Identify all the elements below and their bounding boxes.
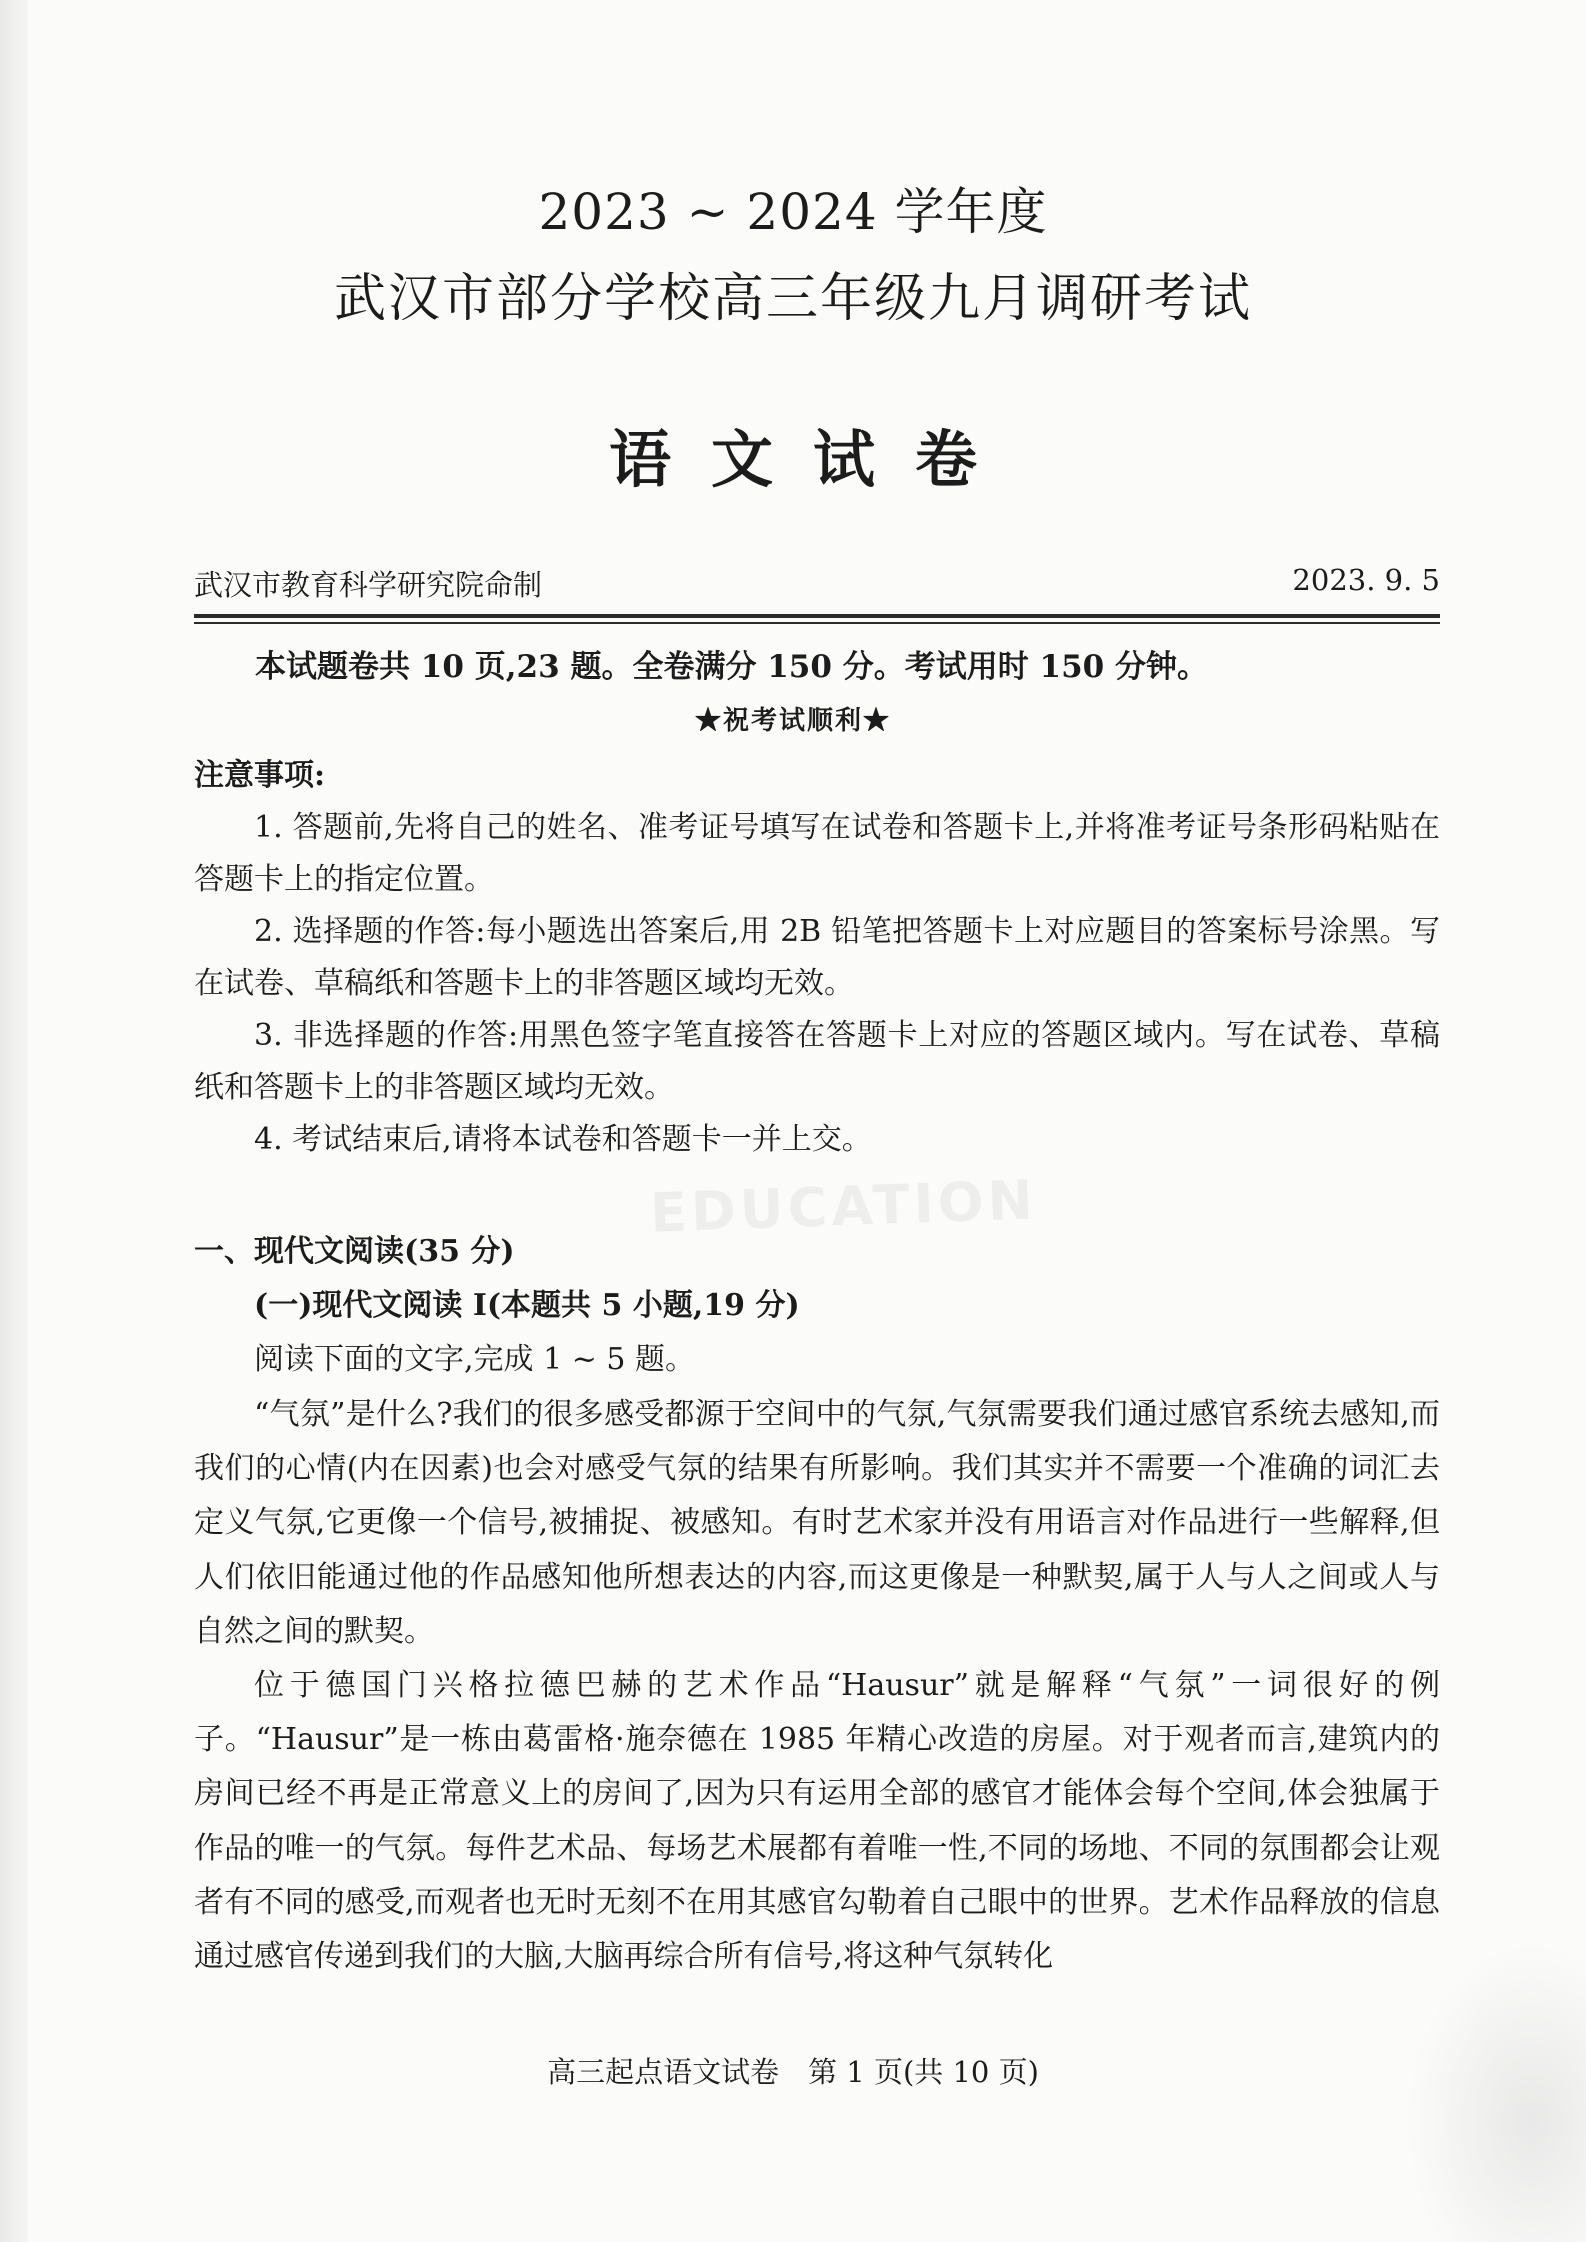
reading-instruction	[194, 1334, 1440, 1386]
notice-item: 1. 答题前,先将自己的姓名、准考证号填写在试卷和答题卡上,并将准考证号条形码粘贴在答题卡上的指定位置。	[194, 810, 1440, 897]
issuer-text: 武汉市教育科学研究院命制	[194, 568, 543, 602]
good-luck-banner: ★祝考试顺利★	[694, 706, 891, 736]
notice-item: 2. 选择题的作答:每小题选出答案后,用 2B 铅笔把答题卡上对应题目的答案标号涂黑。写在试卷、草稿纸和答题卡上的非答题区域均无效。	[194, 914, 1440, 1001]
header-rule-thick	[194, 614, 1440, 618]
passage-paragraph: 位于德国门兴格拉德巴赫的艺术作品“Hausur”就是解释“气氛”一词很好的例子。“Hausur”是一栋由葛雷格·施奈德在 1985 年精心改造的房屋。对于观者而言,建筑内的房间已经不再是正常意义上的房间了,因为只有运用全部的感官才能体会每个空间,体会独属于作品的唯一的气氛。每件艺术品、每场艺术展都有着唯一性,不同的场地、不同的氛围都会让观者有不同的感受,而观者也无时无刻不在用其感官勾勒着自己眼中的世界。艺术作品释放的信息通过感官传递到我们的大脑,大脑再综合所有信号,将这种气氛转化	[194, 1668, 1440, 1975]
notice-item: 3. 非选择题的作答:用黑色签字笔直接答在答题卡上对应的答题区域内。写在试卷、草稿纸和答题卡上的非答题区域均无效。	[194, 1018, 1440, 1105]
page-footer: 高三起点语文试卷 第 1 页(共 10 页)	[547, 2055, 1039, 2089]
academic-year-title: 2023 ~ 2024 学年度	[538, 183, 1048, 241]
passage-paragraph: “气氛”是什么?我们的很多感受都源于空间中的气氛,气氛需要我们通过感官系统去感知,而我们的心情(内在因素)也会对感受气氛的结果有所影响。我们其实并不需要一个准确的词汇去定义气氛,它更像一个信号,被捕捉、被感知。有时艺术家并没有用语言对作品进行一些解释,但人们依旧能通过他的作品感知他所想表达的内容,而这更像是一种默契,属于人与人之间或人与自然之间的默契。	[194, 1397, 1440, 1649]
exam-title: 武汉市部分学校高三年级九月调研考试	[333, 269, 1252, 329]
header-rule-thin	[194, 622, 1440, 624]
watermark-logo: EDUCATION	[649, 1168, 1038, 1245]
instruction-text: 阅读下面的文字,完成 1 ~ 5 题。	[254, 1342, 695, 1377]
notice-title: 注意事项:	[194, 758, 326, 793]
notice-item: 4. 考试结束后,请将本试卷和答题卡一并上交。	[254, 1122, 872, 1157]
reading-passage	[194, 1388, 1440, 1984]
subsection-heading: (一)现代文阅读 I(本题共 5 小题,19 分)	[254, 1288, 800, 1323]
subject-title: 语文试卷	[608, 423, 1017, 496]
scan-edge-shadow	[0, 0, 28, 2242]
scan-smudge	[1406, 1942, 1586, 2242]
exam-date: 2023. 9. 5	[1292, 563, 1440, 597]
notice-list	[194, 802, 1440, 1166]
section-heading: 一、现代文阅读(35 分)	[194, 1234, 515, 1269]
exam-summary: 本试题卷共 10 页,23 题。全卷满分 150 分。考试用时 150 分钟。	[255, 649, 1209, 685]
